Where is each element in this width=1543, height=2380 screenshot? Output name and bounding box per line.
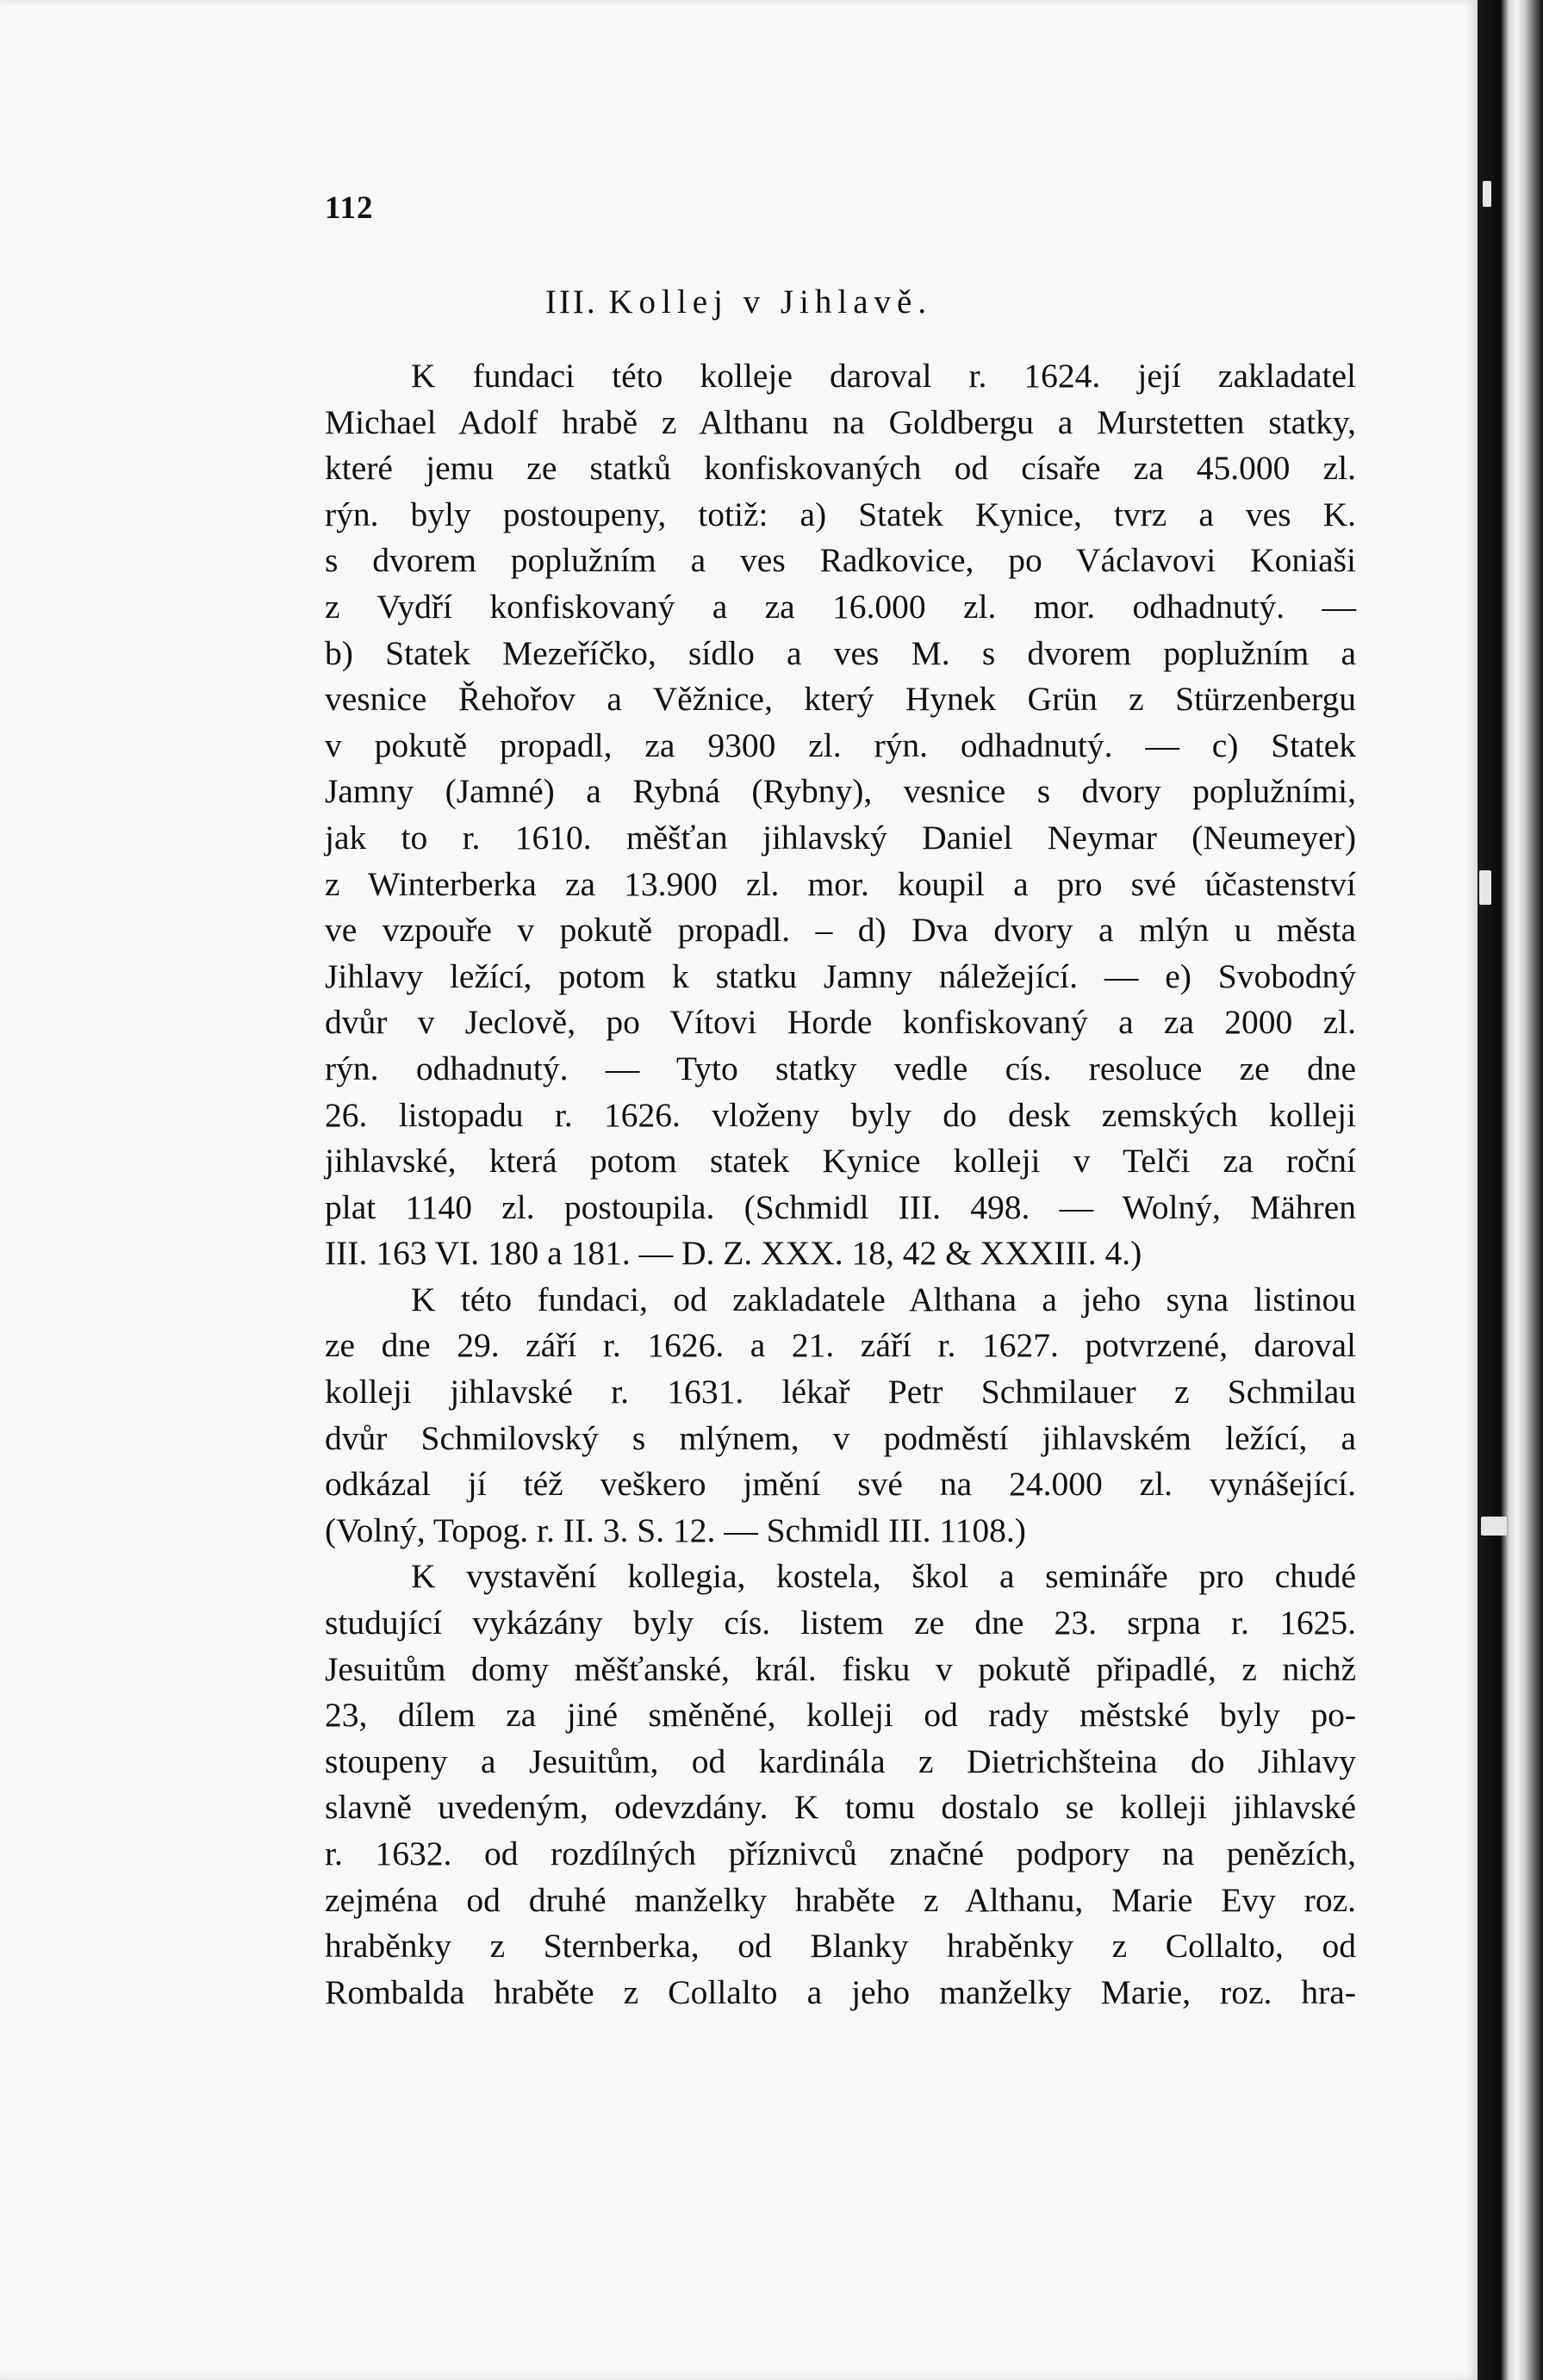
text-line: 26. listopadu r. 1626. vloženy byly do desk zemských kolleji (325, 1095, 1356, 1134)
text-line: jak to r. 1610. měšťan jihlavský Daniel Neymar (Neumeyer) (325, 818, 1356, 857)
text-line: K fundaci této kolleje daroval r. 1624. její zakladatel (411, 357, 1356, 395)
text-line: dvůr Schmilovský s mlýnem, v podměstí jihlavském ležící, a (325, 1418, 1356, 1457)
text-line: Rombalda hraběte z Collalto a jeho manželky Marie, roz. hra- (325, 1972, 1356, 2011)
chapter-numeral: III. (544, 283, 598, 321)
binding-mark (1483, 181, 1491, 207)
text-line: kolleji jihlavské r. 1631. lékař Petr Schmilauer z Schmilau (325, 1373, 1356, 1411)
text-line: Michael Adolf hrabě z Althanu na Goldbergu a Murstetten statky, (325, 402, 1356, 441)
text-line: rýn. odhadnutý. — Tyto statky vedle cís. resoluce ze dne (325, 1049, 1356, 1087)
text-line: III. 163 VI. 180 a 181. — D. Z. XXX. 18, 42 & XXXIII. 4.) (325, 1234, 1142, 1273)
text-line: plat 1140 zl. postoupila. (Schmidl III. 498. — Wolný, Mähren (325, 1187, 1356, 1226)
text-line: Jamny (Jamné) a Rybná (Rybny), vesnice s dvory poplužními, (325, 772, 1356, 811)
text-line: z Winterberka za 13.900 zl. mor. koupil a pro své účastenství (325, 864, 1356, 903)
text-line: dvůr v Jeclově, po Vítovi Horde konfiskovaný a za 2000 zl. (325, 1003, 1356, 1042)
text-line: K této fundaci, od zakladatele Althana a jeho syna listinou (411, 1280, 1356, 1318)
text-line: Jesuitům domy měšťanské, král. fisku v pokutě připadlé, z nichž (325, 1649, 1356, 1688)
book-binding-edge (1478, 0, 1543, 2380)
text-line: (Volný, Topog. r. II. 3. S. 12. — Schmidl III. 1108.) (325, 1511, 1026, 1549)
text-line: ve vzpouře v pokutě propadl. – d) Dva dvory a mlýn u města (325, 911, 1356, 950)
text-line: odkázal jí též veškero jmění své na 24.000 zl. vynášející. (325, 1465, 1356, 1504)
text-line: slavně uvedeným, odevzdány. K tomu dostalo se kolleji jihlavské (325, 1788, 1356, 1827)
page-number: 112 (325, 190, 374, 226)
text-line: stoupeny a Jesuitům, od kardinála z Dietrichšteina do Jihlavy (325, 1741, 1356, 1780)
text-line: s dvorem poplužním a ves Radkovice, po Václavovi Koniaši (325, 541, 1356, 580)
text-line: 23, dílem za jiné směněné, kolleji od rady městské byly po- (325, 1696, 1356, 1735)
text-line: ze dne 29. září r. 1626. a 21. září r. 1627. potvrzené, daroval (325, 1326, 1356, 1365)
text-line: K vystavění kollegia, kostela, škol a semináře pro chudé (411, 1557, 1356, 1596)
text-line: které jemu ze statků konfiskovaných od císaře za 45.000 zl. (325, 449, 1356, 488)
text-line: rýn. byly postoupeny, totiž: a) Statek Kynice, tvrz a ves K. (325, 495, 1356, 533)
text-line: b) Statek Mezeříčko, sídlo a ves M. s dvorem poplužním a (325, 633, 1356, 672)
text-line: hraběnky z Sternberka, od Blanky hraběnky z Collalto, od (325, 1927, 1356, 1966)
chapter-name: Kollej v Jihlavě. (608, 283, 933, 321)
text-line: r. 1632. od rozdílných příznivců značné podpory na penězích, (325, 1835, 1356, 1872)
body-text (325, 353, 1356, 2016)
text-line: zejména od druhé manželky hraběte z Althanu, Marie Evy roz. (325, 1880, 1356, 1919)
text-line: z Vydří konfiskovaný a za 16.000 zl. mor. odhadnutý. — (325, 587, 1356, 626)
text-line: Jihlavy ležící, potom k statku Jamny náležející. — e) Svobodný (325, 956, 1356, 995)
text-line: jihlavské, která potom statek Kynice kolleji v Telči za roční (325, 1142, 1356, 1181)
text-line: v pokutě propadl, za 9300 zl. rýn. odhadnutý. — c) Statek (325, 726, 1356, 764)
text-line: vesnice Řehořov a Věžnice, který Hynek Grün z Stürzenbergu (325, 680, 1356, 719)
binding-mark (1481, 1517, 1507, 1536)
chapter-title (0, 283, 1478, 321)
text-line: studující vykázány byly cís. listem ze dne 23. srpna r. 1625. (325, 1604, 1356, 1642)
binding-mark (1479, 870, 1491, 905)
